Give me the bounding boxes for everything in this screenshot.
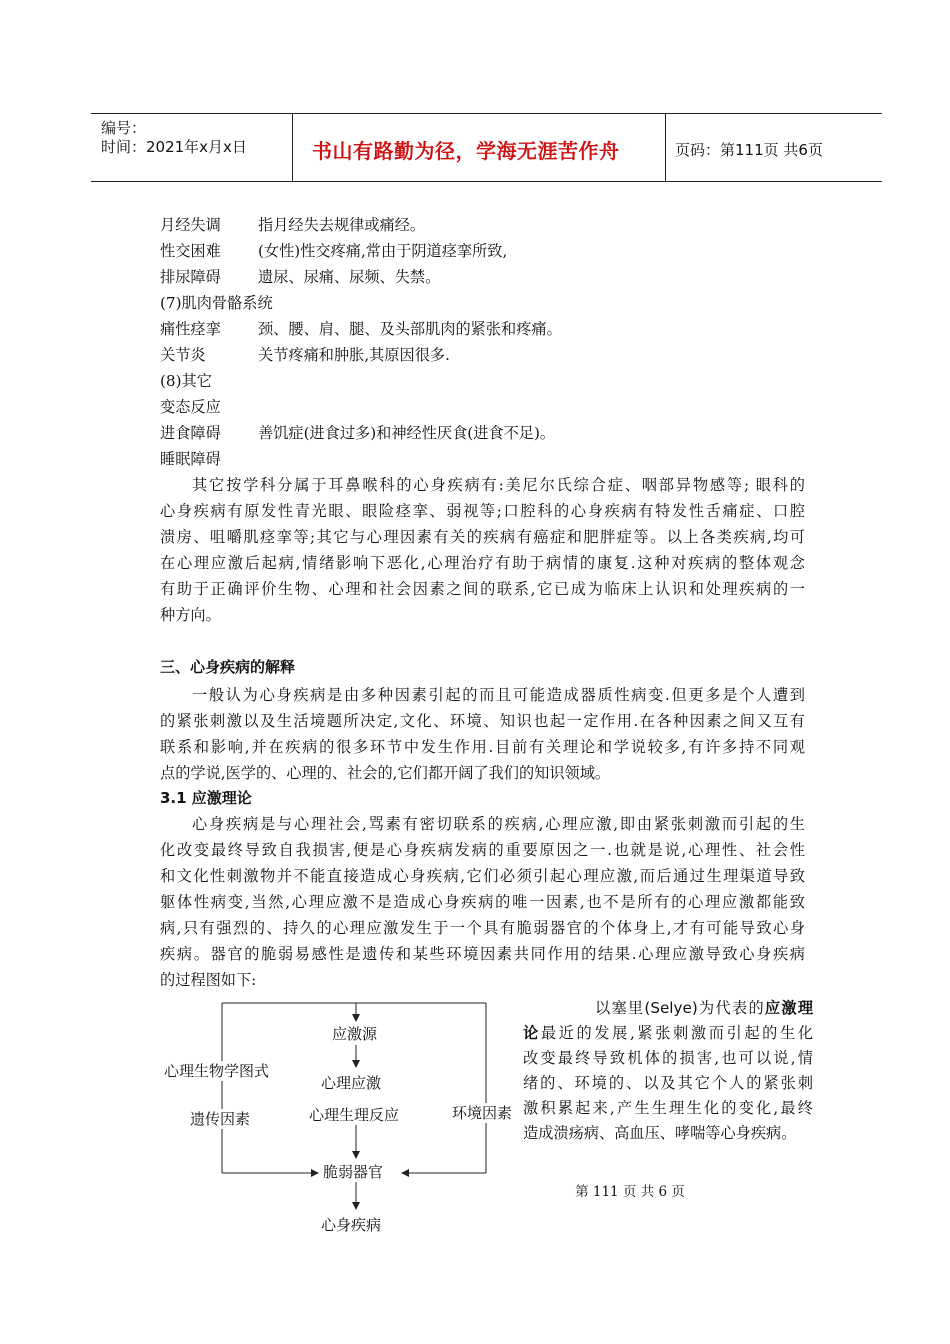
side-text-line-first	[595, 996, 813, 1021]
side-text-line-second	[523, 1021, 813, 1046]
diagram-environment: 环境因素	[452, 1104, 513, 1122]
term-arthritis: 关节炎	[160, 346, 206, 364]
diagram-physio-reaction: 心理生理反应	[309, 1106, 400, 1124]
header-divider-right	[665, 113, 666, 181]
diagram-psych-bio-model: 心理生物学图式	[164, 1062, 270, 1080]
term-dyspareunia-desc: (女性)性交疼痛,常由于阴道痉挛所致,	[258, 242, 508, 260]
term-menstrual: 月经失调	[160, 216, 221, 234]
term-eating: 进食障碍	[160, 424, 221, 442]
page-counter-label: 页码：第111页 共6页	[675, 141, 823, 159]
paragraph3-line: 和文化性刺激物并不能直接造成心身疾病,它们必须引起心理应激,而后通过生理渠道导致	[160, 867, 805, 885]
doc-time-label: 时间：2021年x月x日	[101, 138, 247, 156]
paragraph1-line: 其它按学科分属于耳鼻喉科的心身疾病有:美尼尔氏综合症、咽部异物感等; 眼科的	[192, 476, 805, 494]
term-cramp: 痛性痉挛	[160, 320, 221, 338]
term-urination-desc: 遗尿、尿痛、尿频、失禁。	[258, 268, 441, 286]
term-eating-desc: 善饥症(进食过多)和神经性厌食(进食不足)。	[258, 424, 556, 442]
doc-number-label: 编号：	[101, 119, 147, 137]
diagram-psychosomatic: 心身疾病	[321, 1216, 382, 1234]
term-allergy: 变态反应	[160, 398, 221, 416]
side-text-line: 改变最终导致机体的损害,也可以说,情	[523, 1049, 813, 1067]
section-8-heading: (8)其它	[160, 372, 212, 390]
paragraph1-line: 在心理应激后起病,情绪影响下恶化,心理治疗有助于病情的康复.这种对疾病的整体观念	[160, 554, 805, 572]
diagram-fragile-organ: 脆弱器官	[323, 1163, 384, 1181]
header-top-rule	[91, 113, 882, 114]
header-bottom-rule	[91, 181, 882, 182]
side-text-line: 绪的、环境的、以及其它个人的紧张刺	[523, 1074, 813, 1092]
paragraph3-line: 疾病。器官的脆弱易感性是遗传和某些环境因素共同作用的结果.心理应激导致心身疾病	[160, 945, 805, 963]
paragraph3-line: 躯体性病变,当然,心理应激不是造成心身疾病的唯一因素,也不是所有的心理应激都能致	[160, 893, 805, 911]
paragraph2-line: 的紧张刺激以及生活境题所决定,文化、环境、知识也起一定作用.在各种因素之间又互有	[160, 712, 805, 730]
paragraph3-line: 病,只有强烈的、持久的心理应激发生于一个具有脆弱器官的个体身上,才有可能导致心身	[160, 919, 805, 937]
paragraph3-line: 心身疾病是与心理社会,骂素有密切联系的疾病,心理应激,即由紧张刺激而引起的生	[192, 815, 805, 833]
side-text-mid: 为代表的	[697, 999, 765, 1017]
side-text-selye: (Selye)	[644, 999, 698, 1017]
section-3-1-heading: 3.1 应激理论	[160, 789, 252, 807]
paragraph1-line: 心身疾病有原发性青光眼、眼险痉挛、弱视等;口腔科的心身疾病有特发性舌痛症、口腔	[160, 502, 805, 520]
side-text-bold-a: 应激理	[764, 999, 814, 1017]
page-footer: 第 111 页 共 6 页	[575, 1184, 685, 1200]
paragraph1-line: 有助于正确评价生物、心理和社会因素之间的联系,它已成为临床上认识和处理疾病的一	[160, 580, 805, 598]
paragraph1-line: 溃房、咀嚼肌痉挛等;其它与心理因素有关的疾病有癌症和肥胖症等。以上各类疾病,均可	[160, 528, 805, 546]
term-arthritis-desc: 关节疼痛和肿胀,其原因很多.	[258, 346, 450, 364]
term-menstrual-desc: 指月经失去规律或痛经。	[258, 216, 426, 234]
paragraph2-line: 点的学说,医学的、心理的、社会的,它们都开阔了我们的知识领域。	[160, 764, 611, 782]
diagram-heredity: 遗传因素	[190, 1110, 251, 1128]
section-3-heading: 三、心身疾病的解释	[160, 658, 296, 676]
header-motto: 书山有路勤为径，学海无涯苦作舟	[312, 139, 620, 163]
term-urination: 排尿障碍	[160, 268, 221, 286]
header-divider-left	[292, 113, 293, 181]
side-text-indent: 以塞里	[595, 999, 645, 1017]
side-text-bold-b: 论	[523, 1024, 541, 1042]
term-cramp-desc: 颈、腰、肩、腿、及头部肌肉的紧张和疼痛。	[258, 320, 562, 338]
term-dyspareunia: 性交困难	[160, 242, 221, 260]
paragraph3-line: 化改变最终导致自我损害,便是心身疾病发病的重要原因之一.也就是说,心理性、社会性	[160, 841, 805, 859]
side-text-rest: 最近的发展,紧张刺激而引起的生化	[540, 1024, 814, 1042]
term-sleep: 睡眠障碍	[160, 450, 221, 468]
paragraph1-line: 种方向。	[160, 606, 221, 624]
side-text-line: 激积累起来,产生生理生化的变化,最终	[523, 1099, 813, 1117]
paragraph2-line: 一般认为心身疾病是由多种因素引起的而且可能造成器质性病变.但更多是个人遭到	[192, 686, 805, 704]
side-text-line: 造成溃疡病、高血压、哮喘等心身疾病。	[523, 1124, 797, 1142]
paragraph2-line: 联系和影响,并在疾病的很多环节中发生作用.目前有关理论和学说较多,有许多持不同观	[160, 738, 805, 756]
diagram-psych-stress: 心理应激	[321, 1074, 382, 1092]
paragraph3-line: 的过程图如下:	[160, 971, 257, 989]
diagram-stress-source: 应激源	[332, 1025, 378, 1043]
section-7-heading: (7)肌肉骨骼系统	[160, 294, 273, 312]
